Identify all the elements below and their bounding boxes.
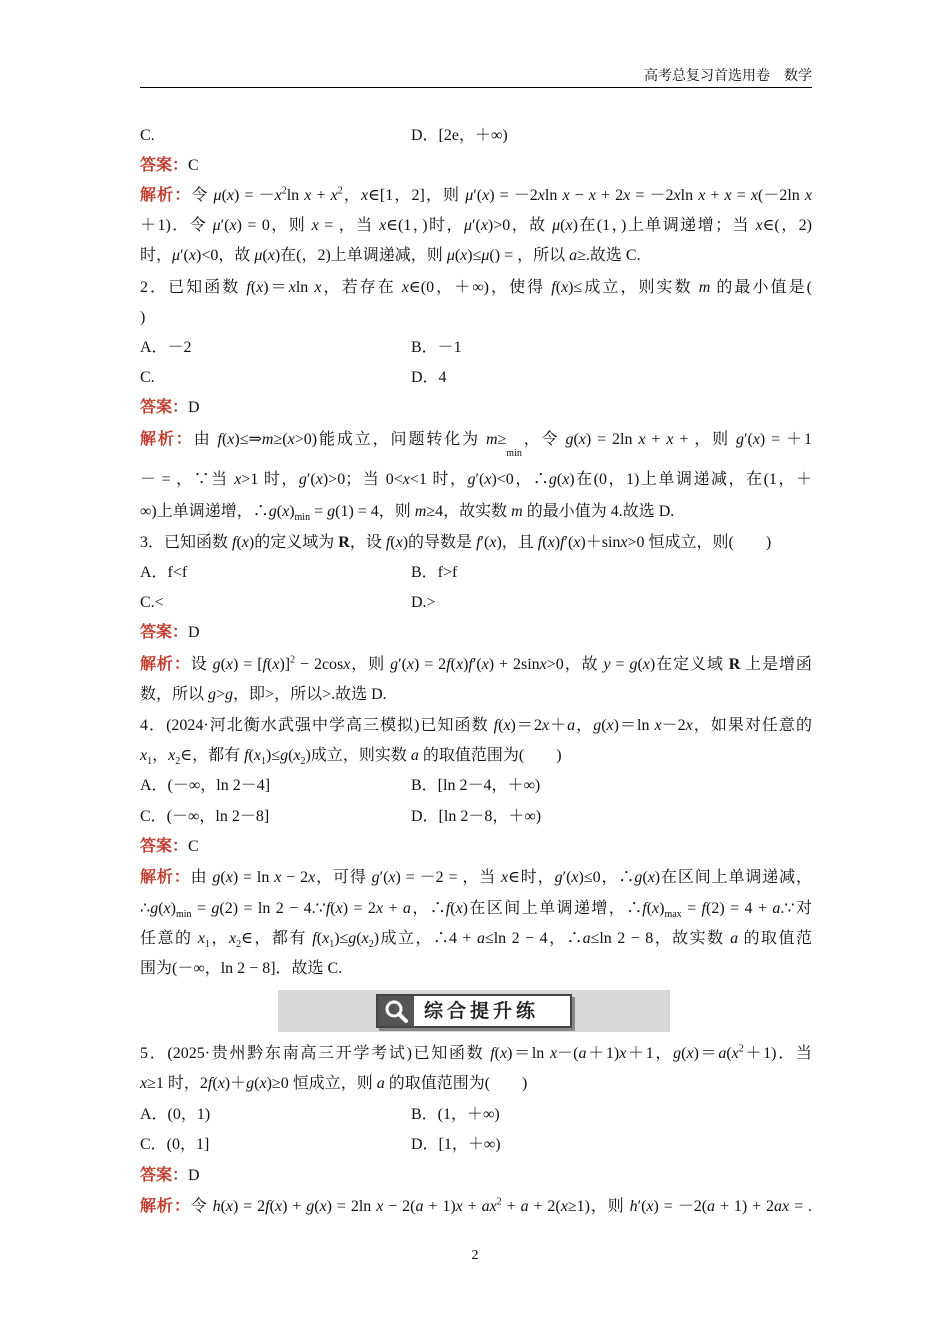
q2-option-b: B．－1 bbox=[411, 339, 462, 356]
q3-option-a: A．f<f bbox=[140, 564, 188, 581]
q4-stem-line-1: 4．(2024·河北衡水武强中学高三模拟)已知函数 f(x)＝2x＋a，g(x)＝ln x－2x，如果对任意的 bbox=[140, 717, 812, 734]
q4-option-c: C．(－∞，ln 2－8] bbox=[140, 808, 270, 825]
q4-analysis-line-4: 围为(－∞，ln 2 − 8]．故选 C. bbox=[140, 960, 343, 977]
q3-answer: 答案：D bbox=[140, 624, 200, 641]
section-banner-box bbox=[376, 994, 572, 1028]
q3-analysis-line-2: 数，所以 g>g，即>，所以>.故选 D. bbox=[140, 686, 387, 703]
q4-analysis-line-3: 任意的 $x_1$，$x_2\in$，都有 $f(x_1)\le g(x_2)$成立，∴4 + a≤ln 2 − 4，∴a≤ln 2 − 8，故实数 a 的取值范 bbox=[140, 930, 812, 951]
q2-option-c: C. bbox=[140, 369, 155, 386]
q1-answer: 答案：C bbox=[140, 157, 199, 174]
q4-option-a: A．(－∞，ln 2－4] bbox=[140, 777, 271, 794]
q3-options-row-1 bbox=[140, 563, 812, 583]
q1-options-row bbox=[140, 126, 812, 146]
q2-option-a: A．－2 bbox=[140, 339, 192, 356]
q3-option-b: B．f>f bbox=[411, 564, 458, 581]
q4-option-d: D．[ln 2－8，＋∞) bbox=[411, 808, 542, 825]
q3-option-d: D.> bbox=[411, 594, 436, 611]
q5-options-row-1 bbox=[140, 1105, 812, 1125]
q2-options-row-2 bbox=[140, 368, 812, 388]
section-banner bbox=[278, 990, 670, 1032]
q4-options-row-1 bbox=[140, 776, 812, 796]
q3-analysis-line-1: 解析：设 $g(x) = [f(x)]^2 - 2\cos x$，则 g′(x) = 2f(x)f′(x) + 2sinx>0，故 y = g(x)在定义域 R 上是增函 bbox=[140, 654, 812, 673]
q5-option-c: C．(0，1] bbox=[140, 1136, 210, 1153]
q5-option-d: D．[1，＋∞) bbox=[411, 1136, 501, 1153]
q2-stem-line-2: ) bbox=[140, 309, 146, 326]
q5-analysis-line-1: 解析：令 h(x) = 2f(x) + g(x) = 2ln $x - 2(a + 1)x + ax^2 + a + 2(x\ge 1)$，则 h′(x) = －2(a + 1) + 2ax = . bbox=[140, 1196, 812, 1215]
q5-option-a: A．(0，1) bbox=[140, 1106, 211, 1123]
q2-stem-line-1: 2．已知函数 f(x)＝xln x，若存在 x∈(0，＋∞)，使得 f(x)≤成立，则实数 m 的最小值是( bbox=[140, 279, 812, 296]
q4-answer: 答案：C bbox=[140, 838, 199, 855]
q2-option-d: D．4 bbox=[411, 369, 447, 386]
q2-options-row-1 bbox=[140, 338, 812, 358]
q3-stem: 3．已知函数 f(x)的定义域为 R，设 f(x)的导数是 f′(x)，且 f(x)f′(x)＋sinx>0 恒成立，则( ) bbox=[140, 534, 772, 551]
q1-option-d: D．[2e，＋∞) bbox=[411, 127, 508, 144]
q4-options-row-2 bbox=[140, 807, 812, 827]
q4-analysis-line-1: 解析：由 g(x) = ln x − 2x，可得 g′(x) = －2 = ，当 x∈时，g′(x)≤0，∴g(x)在区间上单调递减， bbox=[140, 869, 812, 886]
q2-analysis-line-2: － = ，∵当 x>1 时，g′(x)>0；当 0<x<1 时，g′(x)<0，∴g(x)在(0，1)上单调递减，在(1，＋ bbox=[140, 471, 812, 488]
q4-option-b: B．[ln 2－4，＋∞) bbox=[411, 777, 541, 794]
q2-answer: 答案：D bbox=[140, 399, 200, 416]
q5-options-row-2 bbox=[140, 1135, 812, 1155]
answer-label: 答案： bbox=[140, 157, 189, 174]
q5-answer: 答案：D bbox=[140, 1167, 200, 1184]
q3-options-row-2 bbox=[140, 593, 812, 613]
page-number: 2 bbox=[471, 1248, 479, 1263]
q5-stem-line-1: 5．(2025·贵州黔东南高三开学考试)已知函数 f(x)＝ln x－(a＋1)x＋1，$g(x)=a(x^2+1)$．当 bbox=[140, 1043, 812, 1062]
q1-analysis-line-3: 时，μ′(x)<0，故 μ(x)在(，2)上单调递减，则 μ(x)≤μ() = ，所以 a≥.故选 C. bbox=[140, 247, 641, 264]
q2-analysis-line-1: 解析：由 f(x)≤⇒m≥(x>0)能成立，问题转化为 $m\ge_{min}$，令 g(x) = 2ln x + x + ，则 g′(x) = ＋1 bbox=[140, 431, 812, 460]
page-header: 高考总复习首选用卷 数学 bbox=[140, 68, 812, 88]
q1-analysis-line-1: 解析：令 $\mu(x) = -x^2\ln$ $x + x^2$，x∈[1，2]，则 μ′(x) = －2xln x − x + 2x = －2xln x + x = x(－2ln x bbox=[140, 185, 813, 204]
q3-option-c: C.< bbox=[140, 594, 164, 611]
analysis-label: 解析： bbox=[140, 187, 192, 204]
q5-option-b: B．(1，＋∞) bbox=[411, 1106, 500, 1123]
q2-analysis-line-3: ∞)上单调递增，$\therefore g(x)_{min} = g(1) = 4$，则 m≥4，故实数 m 的最小值为 4.故选 D. bbox=[140, 503, 675, 524]
q1-analysis-line-2: ＋1)．令 μ′(x) = 0，则 x = ，当 x∈(1，)时，μ′(x)>0，故 μ(x)在(1，)上单调递增；当 x∈(，2) bbox=[140, 217, 812, 234]
q5-stem-line-2: x≥1 时，2f(x)＋g(x)≥0 恒成立，则 a 的取值范围为( ) bbox=[140, 1075, 528, 1092]
q4-stem-line-2: $x_1$，$x_2\in$，都有 $f(x_1)\le g(x_2)$成立，则实数 a 的取值范围为( ) bbox=[140, 747, 562, 768]
q1-option-c: C. bbox=[140, 127, 155, 144]
section-title: 综合提升练 bbox=[424, 1000, 540, 1022]
magnifier-icon bbox=[378, 996, 414, 1026]
q4-analysis-line-2: $\therefore g(x)_{min} = g(2) = \ln 2$ − 4.∵f(x) = 2x + a，∴f(x)在区间上单调递增，$\therefore f(x)_{max} = f(2) = 4$ + a.∵对 bbox=[140, 900, 813, 921]
